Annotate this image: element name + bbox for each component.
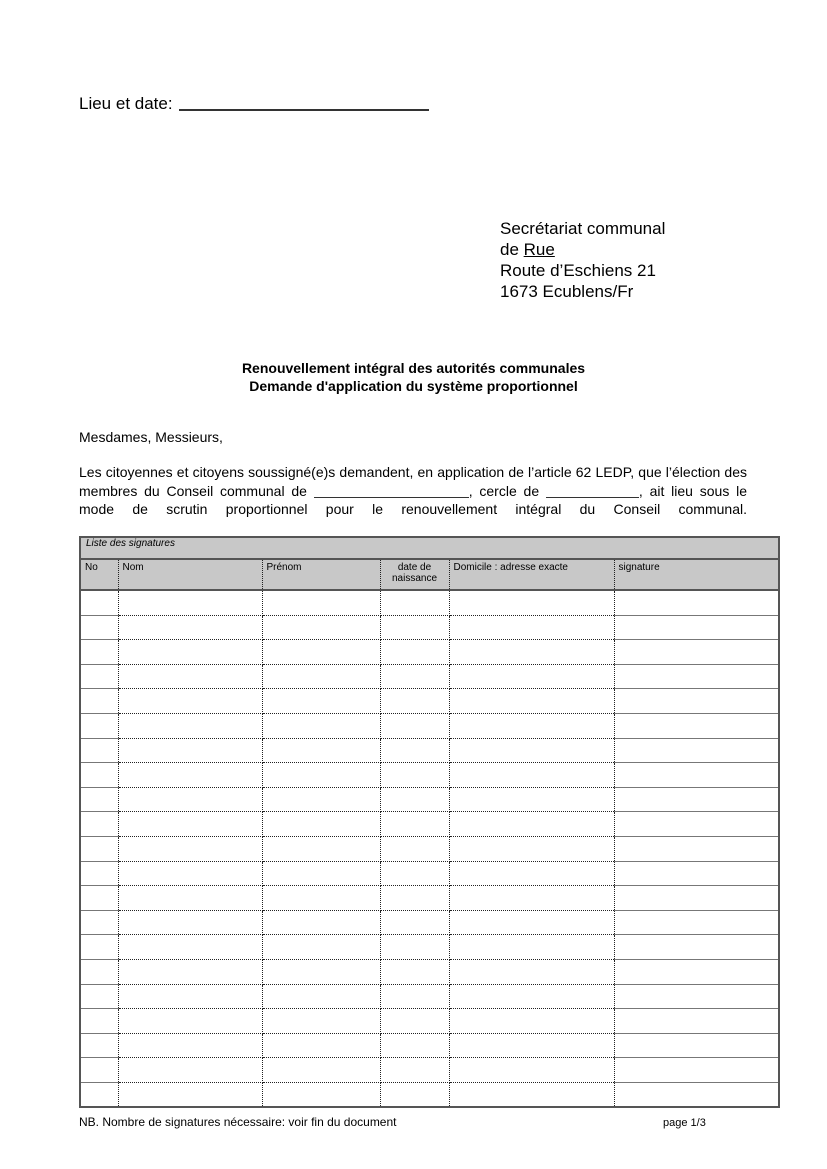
conseil-communal-blank[interactable] xyxy=(314,484,469,498)
cell-no[interactable] xyxy=(80,861,118,886)
cell-domicile[interactable] xyxy=(449,886,614,911)
cell-domicile[interactable] xyxy=(449,935,614,960)
cell-signature[interactable] xyxy=(614,1082,779,1107)
cell-no[interactable] xyxy=(80,738,118,763)
table-body xyxy=(80,590,779,1107)
cell-signature[interactable] xyxy=(614,935,779,960)
address-line-4: 1673 Ecublens/Fr xyxy=(500,282,634,301)
cell-nom[interactable] xyxy=(118,1082,262,1107)
salutation: Mesdames, Messieurs, xyxy=(79,429,223,445)
col-header-domicile: Domicile : adresse exacte xyxy=(449,559,614,590)
cell-nom[interactable] xyxy=(118,935,262,960)
cell-signature[interactable] xyxy=(614,787,779,812)
cell-domicile[interactable] xyxy=(449,1058,614,1083)
document-title xyxy=(0,359,827,395)
address-line-2 xyxy=(500,239,665,260)
cell-no[interactable] xyxy=(80,935,118,960)
cell-domicile[interactable] xyxy=(449,959,614,984)
cell-prenom[interactable] xyxy=(262,713,380,738)
cell-prenom[interactable] xyxy=(262,1009,380,1034)
cell-nom[interactable] xyxy=(118,713,262,738)
cell-nom[interactable] xyxy=(118,763,262,788)
col-header-signature: signature xyxy=(614,559,779,590)
cell-prenom[interactable] xyxy=(262,738,380,763)
col-header-nom: Nom xyxy=(118,559,262,590)
cell-domicile[interactable] xyxy=(449,664,614,689)
table-row xyxy=(80,812,779,837)
cell-date-naissance[interactable] xyxy=(380,713,449,738)
cell-date-naissance[interactable] xyxy=(380,1009,449,1034)
cercle-blank[interactable] xyxy=(546,484,639,498)
col-header-date-naissance: date de naissance xyxy=(380,559,449,590)
cell-nom[interactable] xyxy=(118,910,262,935)
cell-prenom[interactable] xyxy=(262,689,380,714)
para-text-1: Les citoyennes et citoyens soussigné(e)s demandent, en application de l’article 62 LEDP, que l’élection des membres du Conseil communal de xyxy=(79,464,747,499)
cell-date-naissance[interactable] xyxy=(380,738,449,763)
cell-nom[interactable] xyxy=(118,1058,262,1083)
table-header-row xyxy=(80,559,779,590)
cell-prenom[interactable] xyxy=(262,787,380,812)
cell-domicile[interactable] xyxy=(449,910,614,935)
cell-date-naissance[interactable] xyxy=(380,935,449,960)
cell-nom[interactable] xyxy=(118,615,262,640)
para-text-3: , xyxy=(638,482,643,499)
cell-signature[interactable] xyxy=(614,861,779,886)
cell-date-naissance[interactable] xyxy=(380,615,449,640)
para-text-2: , cercle de xyxy=(468,482,540,499)
cell-signature[interactable] xyxy=(614,984,779,1009)
cell-signature[interactable] xyxy=(614,713,779,738)
cell-date-naissance[interactable] xyxy=(380,590,449,615)
cell-date-naissance[interactable] xyxy=(380,640,449,665)
cell-nom[interactable] xyxy=(118,984,262,1009)
cell-signature[interactable] xyxy=(614,763,779,788)
cell-signature[interactable] xyxy=(614,1033,779,1058)
cell-no[interactable] xyxy=(80,590,118,615)
cell-prenom[interactable] xyxy=(262,935,380,960)
recipient-address xyxy=(500,218,665,302)
cell-domicile[interactable] xyxy=(449,738,614,763)
cell-date-naissance[interactable] xyxy=(380,910,449,935)
cell-prenom[interactable] xyxy=(262,664,380,689)
table-row xyxy=(80,713,779,738)
cell-date-naissance[interactable] xyxy=(380,886,449,911)
cell-prenom[interactable] xyxy=(262,861,380,886)
cell-date-naissance[interactable] xyxy=(380,959,449,984)
cell-date-naissance[interactable] xyxy=(380,861,449,886)
cell-no[interactable] xyxy=(80,664,118,689)
table-row xyxy=(80,689,779,714)
table-row xyxy=(80,910,779,935)
cell-signature[interactable] xyxy=(614,886,779,911)
cell-nom[interactable] xyxy=(118,1009,262,1034)
cell-no[interactable] xyxy=(80,689,118,714)
cell-signature[interactable] xyxy=(614,1009,779,1034)
address-line-1: Secrétariat communal xyxy=(500,219,666,238)
cell-nom[interactable] xyxy=(118,886,262,911)
cell-nom[interactable] xyxy=(118,812,262,837)
cell-prenom[interactable] xyxy=(262,590,380,615)
cell-date-naissance[interactable] xyxy=(380,1082,449,1107)
table-row xyxy=(80,615,779,640)
cell-domicile[interactable] xyxy=(449,836,614,861)
page-number: page 1/3 xyxy=(663,1117,706,1129)
cell-domicile[interactable] xyxy=(449,763,614,788)
table-row xyxy=(80,959,779,984)
commune-name: Rue xyxy=(523,240,555,259)
cell-no[interactable] xyxy=(80,640,118,665)
table-row xyxy=(80,935,779,960)
cell-prenom[interactable] xyxy=(262,763,380,788)
cell-domicile[interactable] xyxy=(449,984,614,1009)
cell-date-naissance[interactable] xyxy=(380,1058,449,1083)
title-line-1: Renouvellement intégral des autorités communales xyxy=(241,360,586,376)
place-date-blank-line[interactable] xyxy=(179,91,429,111)
signature-table xyxy=(79,536,780,1108)
place-date-label: Lieu et date: xyxy=(79,94,173,113)
cell-no[interactable] xyxy=(80,910,118,935)
table-row xyxy=(80,1058,779,1083)
cell-no[interactable] xyxy=(80,1009,118,1034)
cell-domicile[interactable] xyxy=(449,590,614,615)
cell-prenom[interactable] xyxy=(262,910,380,935)
cell-date-naissance[interactable] xyxy=(380,787,449,812)
table-caption: Liste des signatures xyxy=(80,537,779,559)
cell-nom[interactable] xyxy=(118,836,262,861)
cell-no[interactable] xyxy=(80,763,118,788)
cell-no[interactable] xyxy=(80,1033,118,1058)
cell-signature[interactable] xyxy=(614,910,779,935)
cell-date-naissance[interactable] xyxy=(380,689,449,714)
cell-prenom[interactable] xyxy=(262,984,380,1009)
cell-no[interactable] xyxy=(80,1058,118,1083)
cell-nom[interactable] xyxy=(118,689,262,714)
cell-signature[interactable] xyxy=(614,812,779,837)
cell-signature[interactable] xyxy=(614,590,779,615)
col-header-no: No xyxy=(80,559,118,590)
footer-note: NB. Nombre de signatures nécessaire: voir fin du document xyxy=(79,1115,397,1129)
cell-domicile[interactable] xyxy=(449,689,614,714)
cell-no[interactable] xyxy=(80,812,118,837)
cell-date-naissance[interactable] xyxy=(380,836,449,861)
cell-prenom[interactable] xyxy=(262,886,380,911)
cell-date-naissance[interactable] xyxy=(380,1033,449,1058)
title-line-2: Demande d'application du système proportionnel xyxy=(249,378,578,394)
cell-no[interactable] xyxy=(80,787,118,812)
cell-date-naissance[interactable] xyxy=(380,763,449,788)
cell-nom[interactable] xyxy=(118,861,262,886)
cell-signature[interactable] xyxy=(614,664,779,689)
table-row xyxy=(80,590,779,615)
cell-signature[interactable] xyxy=(614,738,779,763)
cell-prenom[interactable] xyxy=(262,1058,380,1083)
place-date-field xyxy=(79,91,429,114)
cell-nom[interactable] xyxy=(118,590,262,615)
table-row xyxy=(80,787,779,812)
cell-no[interactable] xyxy=(80,959,118,984)
cell-nom[interactable] xyxy=(118,1033,262,1058)
table-row xyxy=(80,640,779,665)
cell-prenom[interactable] xyxy=(262,836,380,861)
cell-domicile[interactable] xyxy=(449,1009,614,1034)
cell-prenom[interactable] xyxy=(262,1082,380,1107)
cell-no[interactable] xyxy=(80,1082,118,1107)
cell-signature[interactable] xyxy=(614,689,779,714)
cell-prenom[interactable] xyxy=(262,615,380,640)
cell-prenom[interactable] xyxy=(262,812,380,837)
cell-prenom[interactable] xyxy=(262,1033,380,1058)
cell-domicile[interactable] xyxy=(449,1033,614,1058)
table-row xyxy=(80,886,779,911)
col-header-prenom: Prénom xyxy=(262,559,380,590)
cell-signature[interactable] xyxy=(614,1058,779,1083)
cell-nom[interactable] xyxy=(118,959,262,984)
cell-domicile[interactable] xyxy=(449,640,614,665)
table-row xyxy=(80,1009,779,1034)
cell-domicile[interactable] xyxy=(449,615,614,640)
request-paragraph xyxy=(79,463,747,519)
cell-date-naissance[interactable] xyxy=(380,664,449,689)
table-row xyxy=(80,861,779,886)
cell-prenom[interactable] xyxy=(262,640,380,665)
address-line-3: Route d’Eschiens 21 xyxy=(500,261,656,280)
cell-date-naissance[interactable] xyxy=(380,984,449,1009)
cell-no[interactable] xyxy=(80,984,118,1009)
table-row xyxy=(80,738,779,763)
cell-signature[interactable] xyxy=(614,615,779,640)
cell-domicile[interactable] xyxy=(449,812,614,837)
para-text-4: ait lieu sous le mode de scrutin proportionnel pour le renouvellement intégral du Conseil communal. xyxy=(79,482,748,517)
cell-domicile[interactable] xyxy=(449,787,614,812)
cell-no[interactable] xyxy=(80,836,118,861)
table-row xyxy=(80,664,779,689)
table-row xyxy=(80,984,779,1009)
address-prefix: de xyxy=(500,240,524,259)
cell-signature[interactable] xyxy=(614,959,779,984)
table-row xyxy=(80,836,779,861)
cell-no[interactable] xyxy=(80,713,118,738)
cell-nom[interactable] xyxy=(118,738,262,763)
cell-nom[interactable] xyxy=(118,787,262,812)
cell-signature[interactable] xyxy=(614,836,779,861)
cell-domicile[interactable] xyxy=(449,1082,614,1107)
cell-signature[interactable] xyxy=(614,640,779,665)
cell-no[interactable] xyxy=(80,886,118,911)
cell-prenom[interactable] xyxy=(262,959,380,984)
table-row xyxy=(80,763,779,788)
cell-nom[interactable] xyxy=(118,664,262,689)
cell-domicile[interactable] xyxy=(449,713,614,738)
table-row xyxy=(80,1033,779,1058)
cell-no[interactable] xyxy=(80,615,118,640)
cell-domicile[interactable] xyxy=(449,861,614,886)
cell-nom[interactable] xyxy=(118,640,262,665)
cell-date-naissance[interactable] xyxy=(380,812,449,837)
table-row xyxy=(80,1082,779,1107)
